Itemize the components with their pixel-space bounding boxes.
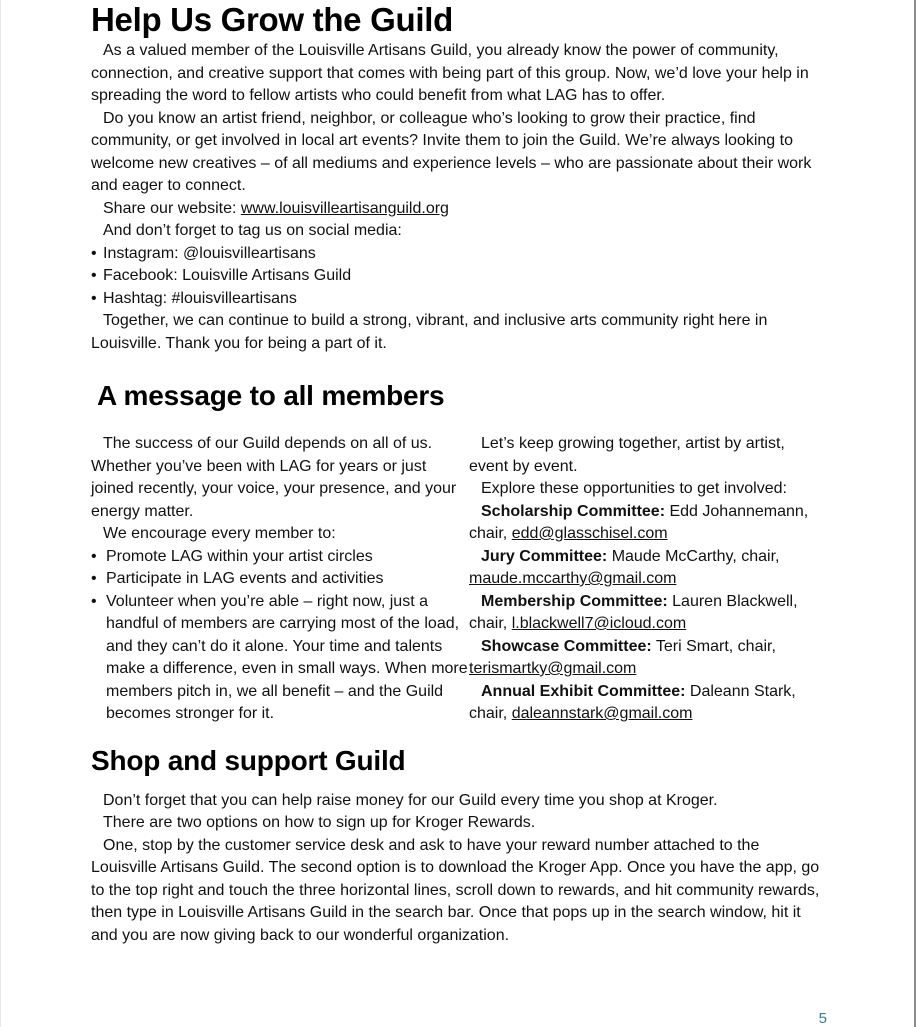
bullet-icon: • bbox=[91, 570, 97, 587]
paragraph-intro: As a valued member of the Louisville Artisans Guild, you already know the power of community, connection, and creative support that comes with being part of this group. Now, we’d love your help in spreading the word to fellow artists who could benefit from what LAG has to offer. bbox=[91, 42, 809, 104]
page-edge-right bbox=[914, 0, 916, 1027]
committee-chair: Maude McCarthy, chair, bbox=[607, 547, 780, 565]
social-list bbox=[91, 243, 826, 311]
paragraph-closing: Together, we can continue to build a strong, vibrant, and inclusive arts community right here in Louisville. Thank you for being a part of it. bbox=[91, 312, 768, 352]
committee-email-link[interactable]: l.blackwell7@icloud.com bbox=[511, 615, 687, 632]
committee-annual-exhibit bbox=[469, 681, 826, 726]
section-title-message: A message to all members bbox=[97, 380, 445, 411]
page-number: 5 bbox=[818, 1010, 827, 1027]
committee-name: Jury Committee: bbox=[481, 547, 608, 565]
paragraph-kroger-intro: Don’t forget that you can help raise money for our Guild every time you shop at Kroger. bbox=[103, 791, 718, 809]
paragraph-keep-growing: Let’s keep growing together, artist by artist, event by event. bbox=[469, 435, 785, 475]
committee-chair: Edd Johannemann, chair, bbox=[469, 502, 809, 542]
social-item-hashtag: • Hashtag: #louisvilleartisans bbox=[91, 288, 826, 311]
bullet-icon: • bbox=[91, 289, 97, 307]
committee-email-link[interactable]: maude.mccarthy@gmail.com bbox=[469, 570, 677, 587]
committee-name: Membership Committee: bbox=[481, 592, 668, 610]
website-label: Share our website: bbox=[103, 199, 241, 217]
section-title-shop: Shop and support Guild bbox=[91, 744, 406, 776]
paragraph-encourage: We encourage every member to: bbox=[103, 525, 336, 542]
committee-name: Annual Exhibit Committee: bbox=[481, 682, 686, 700]
paragraph-invite: Do you know an artist friend, neighbor, or colleague who’s looking to grow their practice, find community, or get involved in local art events? Invite them to join the Guild. We’re always looking to welcome new creatives – of all mediums and experience levels – who are passionate about their work and eager to connect. bbox=[91, 109, 812, 194]
committee-jury bbox=[469, 546, 826, 591]
committee-chair: Daleann Stark, chair, bbox=[469, 682, 796, 722]
paragraph-explore: Explore these opportunities to get involved: bbox=[481, 480, 787, 497]
committee-email-link[interactable]: edd@glasschisel.com bbox=[511, 525, 668, 542]
social-item-facebook: • Facebook: Louisville Artisans Guild bbox=[91, 265, 826, 288]
paragraph-kroger-steps: One, stop by the customer service desk and ask to have your reward number attached to the Louisville Artisans Guild. The second option is to download the Kroger App. Once you have the app, go to the top right and touch the three horizontal lines, scroll down to rewards, and hit community rewards, then type in Louisville Artisans Guild in the search bar. Once that pops up in the search window, hit it and you are now giving back to our wonderful organization. bbox=[91, 836, 820, 944]
two-column-layout bbox=[91, 433, 826, 726]
document-page bbox=[91, 0, 826, 947]
section-message-to-members bbox=[91, 379, 826, 726]
social-item-instagram: • Instagram: @louisvilleartisans bbox=[91, 243, 826, 266]
committee-chair: Lauren Blackwell, chair, bbox=[469, 592, 798, 632]
paragraph-social-intro: And don’t forget to tag us on social media: bbox=[103, 222, 402, 239]
encourage-list bbox=[91, 546, 469, 726]
column-right bbox=[469, 433, 826, 726]
committee-email-link[interactable]: daleannstark@gmail.com bbox=[511, 705, 693, 722]
bullet-icon: • bbox=[91, 244, 97, 262]
committee-chair: Teri Smart, chair, bbox=[651, 637, 776, 655]
committee-membership bbox=[469, 591, 826, 636]
bullet-icon: • bbox=[91, 267, 97, 284]
encourage-item-volunteer: • Volunteer when you’re able – right now, just a handful of members are carrying most of the load, and they can’t do it alone. Your time and talents make a difference, even in small ways. When more members pitch in, we all benefit – and the Guild becomes stronger for it. bbox=[91, 592, 468, 722]
paragraph-success: The success of our Guild depends on all of us. Whether you’ve been with LAG for years or just joined recently, your voice, your presence, and your energy matter. bbox=[91, 435, 457, 520]
bullet-icon: • bbox=[91, 592, 97, 610]
section-help-us-grow bbox=[91, 0, 826, 355]
committee-name: Scholarship Committee: bbox=[481, 502, 666, 520]
committee-email-link[interactable]: terismartky@gmail.com bbox=[469, 660, 637, 677]
encourage-item-promote: • Promote LAG within your artist circles bbox=[91, 546, 469, 569]
website-link[interactable]: www.louisvilleartisanguild.org bbox=[240, 199, 449, 217]
section-title-help-us-grow: Help Us Grow the Guild bbox=[91, 1, 453, 38]
encourage-item-participate: • Participate in LAG events and activities bbox=[91, 568, 469, 591]
committee-showcase bbox=[469, 636, 826, 681]
section-shop-support bbox=[91, 744, 826, 948]
paragraph-website bbox=[91, 198, 826, 221]
bullet-icon: • bbox=[91, 547, 97, 565]
committee-scholarship bbox=[469, 501, 826, 546]
column-left bbox=[91, 433, 469, 726]
page-edge-left bbox=[0, 0, 1, 1027]
paragraph-kroger-options: There are two options on how to sign up for Kroger Rewards. bbox=[103, 814, 536, 831]
committee-name: Showcase Committee: bbox=[481, 637, 652, 655]
